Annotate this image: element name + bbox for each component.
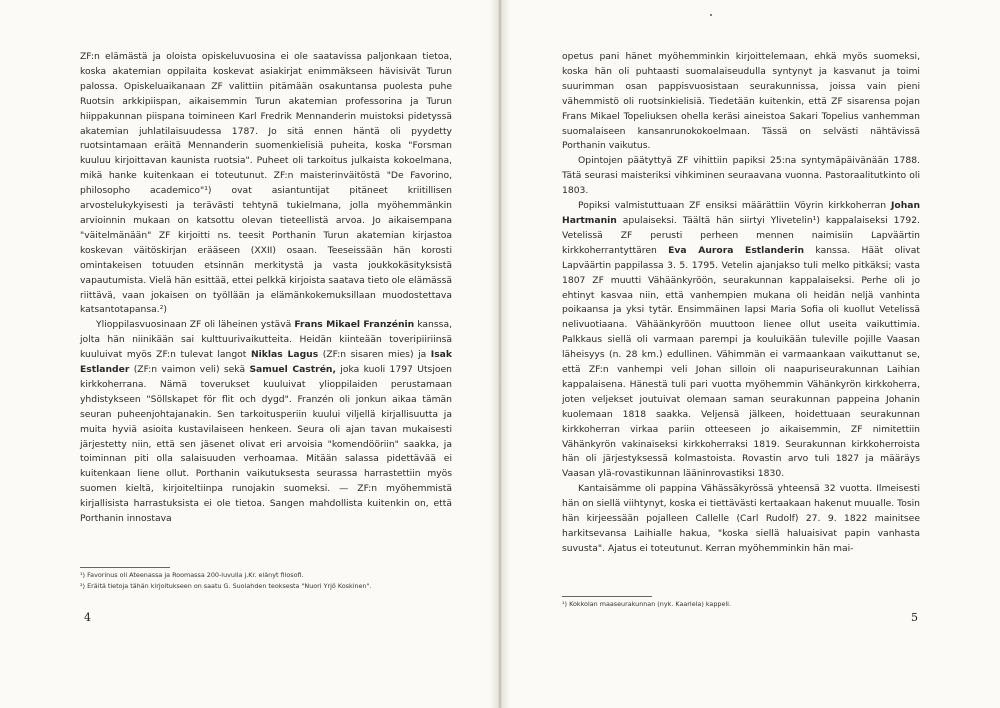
right-page-footnotes — [562, 600, 920, 611]
text-run: Opintojen päätyttyä ZF vihittiin papiksi 25:na syntymäpäivänään 1788. Tätä seurasi maisteriksi vihkiminen seuraavana vuonna. Pastoraalitutkinto oli 1803. — [562, 155, 920, 197]
paragraph — [562, 154, 920, 199]
text-run: (ZF:n vaimon veli) sekä — [129, 364, 250, 376]
paragraph — [562, 50, 920, 154]
text-run: ZF:n elämästä ja oloista opiskeluvuosina ei ole saatavissa paljonkaan tietoa, koska akatemian oppilaita koskevat asiakirjat enimmäkseen hävisivät Turun palossa. Opiskeluaikanaan ZF valittiin pitämään osakuntansa puolesta puhe Ruotsin arkkipiispan, aikaisemmin Turun akatemian professorina ja Turun hiippakunnan piispana toimineen Karl Fredrik Mennanderin muistoksi pidetyssä akatemian juhlatilaisuudessa 1787. Jo sitä ennen häntä oli pyydetty ruotsintamaan eräitä Mennanderin suomenkielisiä puheita, koska "Forsman kuuluu kirjoittavan kaunista ruotsia". Puheet oli tarkoitus julkaista kokoelmana, mikä hanke kuitenkaan ei toteutunut. ZF:n maisterinväitöstä "De Favorino, philosopho academico"¹) ovat asiantuntijat pitäneet kriitillisen arvostelukykyisesti ja terävästi tehtynä tukielmana, jolla myöhemmänkin arvioinnin mukaan on katsottu olevan tieteellistä arvoa. Jo aikaisempana "väitelmänään" ZF kirjoitti ns. teesit Porthanin Turun akatemian kirjastoa koskevan väitöskirjan erääseen (XXII) osaan. Teeseissään hän korosti omintakeisen totuuden etsinnän merkitystä ja vasta joukkokäsityksistä vapautumista. Vielä hän esittää, ettei pelkkä kirjoista saatava tieto ole elämässä riittävä, vaan jokaisen on työllään ja elämänkokemuksillaan muodostettava katsantotapansa.²) — [80, 51, 452, 316]
right-page-body-text — [562, 50, 920, 557]
bold-name: Niklas Lagus — [250, 349, 319, 361]
text-run: apulaiseksi. Täältä hän siirtyi Ylivetelin¹) kappalaiseksi 1792. Vetelissä ZF perusti perheen mennen naimisiin Lapväärtin kirkkoherrantyttären — [562, 214, 920, 256]
text-run: kanssa. Häät olivat Lapväärtin pappilassa 3. 5. 1795. Vetelin ajanjakso tuli melko pitkäksi; vasta 1807 ZF muutti Vähäänkyröön, seurakunnan kappalaiseksi. Perhe oli jo ehtinyt kasvaa niin, että vanhempien mukana oli heidän neljä vanhinta poikaansa ja yksi tytär. Ensimmäinen lapsi Maria Sofia oli kuollut Vetelissä nelivuotiaana. Vähäänkyröön muuttoon lienee ollut useita vaikuttimia. Palkkaus siellä oli varmaan parempi ja kouluikään tuleville pojille Vaasan läheisyys (n. 28 km.) edullinen. Vähimmän ei varmaankaan vaikuttanut se, että ZF:n vanhempi veli Johan silloin oli naapuriseurakunnan Laihian kappalaisena. Hänestä tuli pari vuotta myöhemmin Vähänkyrön kirkkoherra, joten veljekset joutuivat olemaan saman seurakunnan pappeina Johanin kuolemaan 1818 saakka. Veljensä jälkeen, hoidettuaan seurakunnan kirkkoherran virkaa pariin otteeseen jo aikaisemmin, ZF nimitettiin Vähänkyrön vakinaiseksi kirkkoherraksi 1819. Seurakunnan kirkkoherroista hän oli järjestyksessä kolmastoista. Rovastin arvo tuli 1827 ja määräys Vaasan ylä-rovastikunnan lääninrovastiksi 1830. — [562, 244, 920, 480]
footnote: ¹) Favorinus oli Ateenassa ja Roomassa 200-luvulla j.Kr. elänyt filosofi. — [80, 571, 304, 579]
bold-name: Frans Mikael Franzénin — [294, 319, 415, 331]
footnote: ²) Eräitä tietoja tähän kirjoitukseen on saatu G. Suolahden teoksesta "Nuori Yrjö Koskinen". — [80, 582, 372, 590]
text-run: opetus pani hänet myöhemminkin kirjoittelemaan, ehkä myös suomeksi, koska hän oli puhtaasti suomalaiseudulla syntynyt ja kasvanut ja toimi suurimman osan pappisvuosistaan seurakunnissa, joissa vain pieni vähemmistö oli ruotsinkielisiä. Tiedetään kuitenkin, että ZF sisarensa pojan Frans Mikael Topeliuksen ohella keräsi aineistoa Sakari Topelius vanhemman suomalaiseen kansanrunokokoelmaan. Tässä on selvästi nähtävissä Porthanin vaikutus. — [562, 51, 920, 152]
left-page-number: 4 — [84, 611, 91, 624]
paragraph — [562, 199, 920, 482]
bold-name: Johan Hartmanin — [562, 200, 920, 226]
left-page-footnotes — [80, 571, 452, 593]
paragraph — [80, 50, 452, 318]
right-page-number: 5 — [911, 611, 918, 624]
bold-name: Isak Estlander — [80, 349, 452, 376]
text-run: joka kuoli 1797 Utsjoen kirkkoherrana. Nämä toverukset kuuluivat ylioppilaiden perustamaan yhdistykseen "Söllskapet för flit och dygd". Franzén oli jonkun aikaa tämän seuran puheenjohtajanakin. Sen tarkoitusperiin kuului viljellä kirjallisuutta ja muita hyviä asioita kustavilaiseen henkeen. Seura oli ajan tavan mukaisesti järjestetty niin, että sen jäsenet olivat eri arvoisia "komendööriin" saakka, ja toiminnan piti olla salaisuuden verhoamaa. Mitään salassa pidettävää ei kuitenkaan liene ollut. Porthanin vaikutuksesta seurassa harrastettiin myös suomen kieltä, kirjoiteltiinpa runojakin suomeksi. — ZF:n myöhemmistä kirjallisista harrastuksista ei ole tietoa. Sangen mahdollista kuitenkin on, että Porthanin innostava — [80, 364, 452, 525]
text-run: Ylioppilasvuosinaan ZF oli läheinen ystävä — [96, 319, 295, 331]
paragraph — [562, 482, 920, 557]
text-run: Popiksi valmistuttuaan ZF ensiksi määrättiin Vöyrin kirkkoherran — [578, 200, 891, 212]
footnote: ¹) Kokkolan maaseurakunnan (nyk. Kaarlela) kappeli. — [562, 600, 731, 608]
left-footnote-rule — [80, 567, 170, 568]
left-page-body-text — [80, 50, 452, 527]
text-run: (ZF:n sisaren mies) ja — [318, 349, 431, 361]
text-run: kanssa, jolta hän niinikään sai kulttuurivaikutteita. Heidän kiinteään toveripiiriinsä kuuluivat myös ZF:n tulevat langot — [80, 319, 453, 361]
bold-name: Eva Aurora Estlanderin — [668, 244, 805, 256]
bold-name: Samuel Castrén, — [249, 364, 336, 376]
text-run: Kantaisämme oli pappina Vähässäkyrössä yhteensä 32 vuotta. Ilmeisesti hän on siellä viihtynyt, koska ei tiettävästi kertaakaan hakenut muualle. Tosin hän kirjeessään pojalleen Callelle (Carl Rudolf) 27. 9. 1822 mainitsee harkitsevansa Laihialle hakua, "koska siellä haluaisivat papin vanhasta suvusta". Ajatus ei toteutunut. Kerran myöhemminkin hän mai- — [562, 483, 920, 554]
paragraph — [80, 318, 452, 527]
right-footnote-rule — [562, 596, 652, 597]
